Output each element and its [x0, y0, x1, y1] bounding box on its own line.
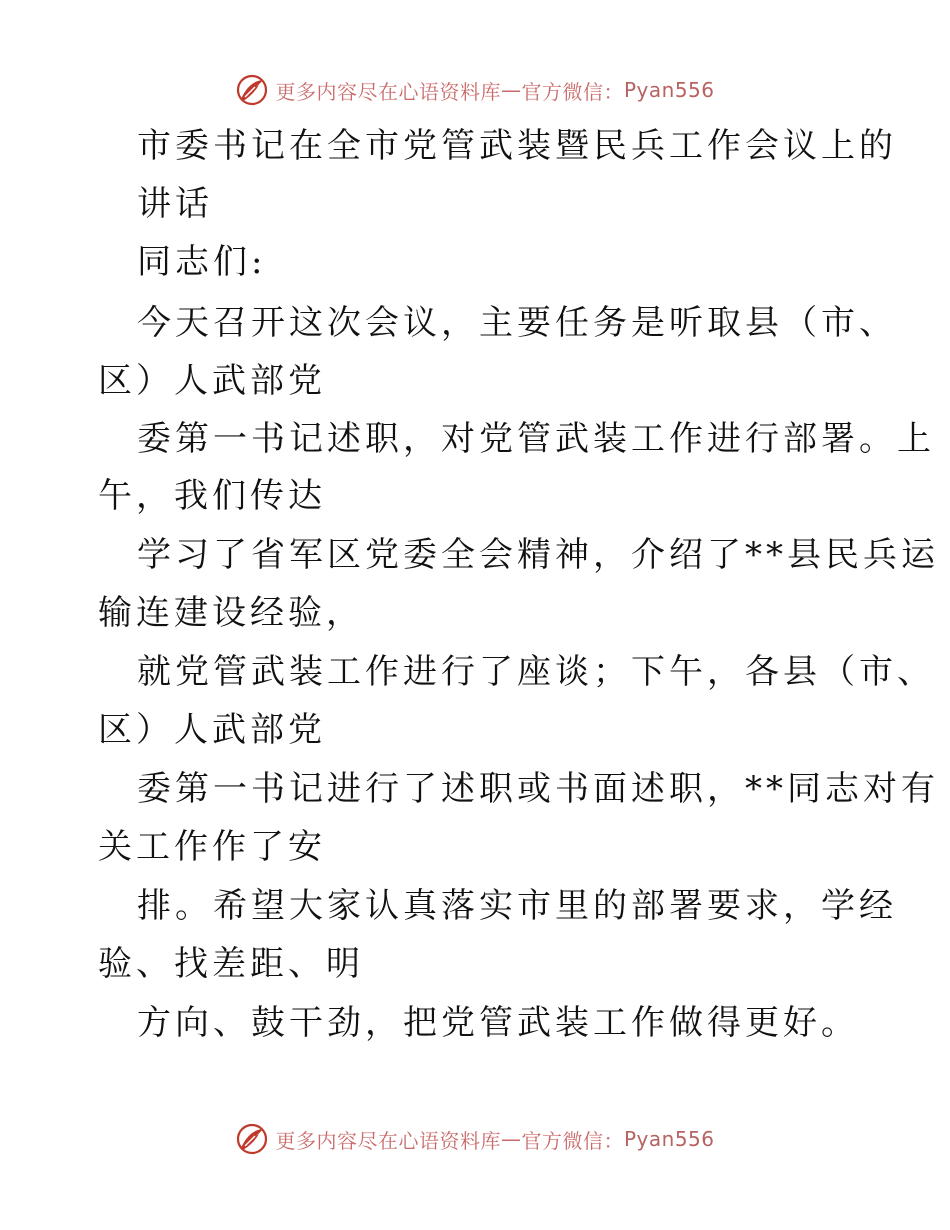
watermark-header	[0, 70, 950, 110]
paragraph-line: 区）人武部党	[98, 361, 326, 401]
pen-logo-icon	[235, 73, 269, 107]
watermark-text: 更多内容尽在心语资料库	[275, 79, 501, 104]
paragraph-line: 输连建设经验，	[98, 593, 364, 633]
watermark-dash: —	[500, 78, 522, 102]
paragraph-line: 午，我们传达	[98, 476, 326, 516]
watermark-text: 更多内容尽在心语资料库	[275, 1128, 501, 1153]
paragraph-line: 今天召开这次会议，主要任务是听取县（市、	[137, 303, 897, 343]
paragraph-line: 关工作作了安	[98, 827, 326, 867]
paragraph-line: 区）人武部党	[98, 710, 326, 750]
paragraph-line: 学习了省军区党委全会精神，介绍了**县民兵运	[137, 535, 939, 575]
doc-title-line-1: 市委书记在全市党管武装暨民兵工作会议上的	[137, 126, 897, 166]
watermark-dash: —	[500, 1127, 522, 1151]
watermark-footer	[0, 1119, 950, 1159]
paragraph-line: 委第一书记进行了述职或书面述职，**同志对有	[137, 769, 939, 809]
watermark-wechat-label: 官方微信：	[521, 79, 624, 104]
salutation: 同志们:	[137, 242, 267, 282]
doc-title-line-2: 讲话	[137, 184, 213, 224]
pen-logo-icon	[235, 1122, 269, 1156]
watermark-wechat-id: Pyan556	[623, 78, 715, 102]
paragraph-line: 方向、鼓干劲，把党管武装工作做得更好。	[137, 1003, 859, 1043]
paragraph-line: 验、找差距、明	[98, 944, 364, 984]
watermark-wechat-id: Pyan556	[623, 1127, 715, 1151]
paragraph-line: 委第一书记述职，对党管武装工作进行部署。上	[137, 419, 935, 459]
paragraph-line: 就党管武装工作进行了座谈；下午，各县（市、	[137, 652, 935, 692]
paragraph-line: 排。希望大家认真落实市里的部署要求，学经	[137, 886, 897, 926]
watermark-wechat-label: 官方微信：	[521, 1128, 624, 1153]
